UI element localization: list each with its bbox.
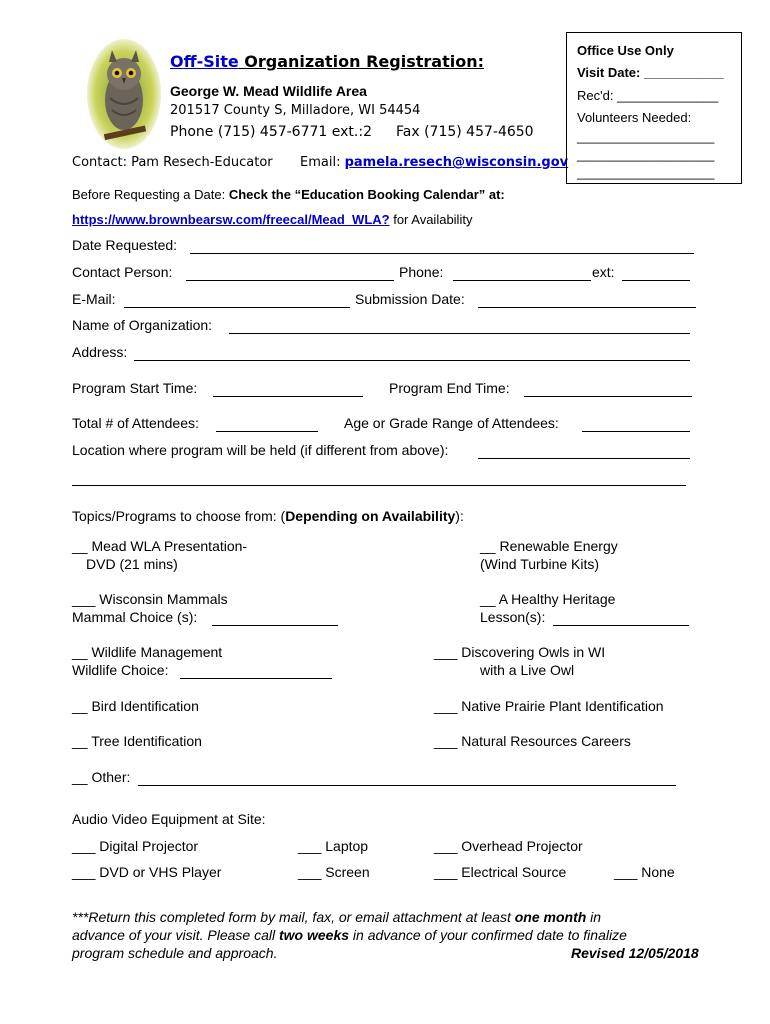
office-use-box: [566, 32, 742, 184]
submission-date-field[interactable]: [478, 307, 696, 308]
footer-line-3: program schedule and approach.: [72, 945, 278, 961]
av-heading: Audio Video Equipment at Site:: [72, 811, 266, 827]
start-time-field[interactable]: [213, 396, 363, 397]
office-recd: Rec'd: ______________: [577, 88, 719, 103]
office-blank-1: ___________________: [577, 129, 715, 144]
org-phone: Phone (715) 457-6771 ext.:2: [170, 124, 372, 140]
av-overhead-projector[interactable]: ___ Overhead Projector: [434, 838, 583, 854]
email-input-field[interactable]: [124, 307, 350, 308]
page-title: [170, 52, 484, 71]
location-label: Location where program will be held (if different from above):: [72, 442, 449, 458]
location-field[interactable]: [478, 458, 690, 459]
footer-text-3: advance of your visit. Please call: [72, 927, 279, 943]
topic-wildlife-line2: Wildlife Choice:: [72, 662, 169, 678]
av-dvd-vhs[interactable]: ___ DVD or VHS Player: [72, 864, 222, 880]
contact-email-link[interactable]: pamela.resech@wisconsin.gov: [344, 155, 569, 170]
address-label: Address:: [72, 344, 128, 360]
submission-date-label: Submission Date:: [355, 291, 465, 307]
booking-url-line: [72, 212, 472, 227]
av-laptop[interactable]: ___ Laptop: [298, 838, 369, 854]
topic-bird[interactable]: __ Bird Identification: [72, 698, 199, 714]
age-range-label: Age or Grade Range of Attendees:: [344, 415, 559, 431]
attendees-field[interactable]: [216, 431, 318, 432]
footer-line-2: [72, 927, 627, 943]
end-time-field[interactable]: [524, 396, 692, 397]
age-range-field[interactable]: [582, 431, 690, 432]
end-time-label: Program End Time:: [389, 380, 510, 396]
topic-tree[interactable]: __ Tree Identification: [72, 733, 202, 749]
topic-other-field[interactable]: [138, 785, 676, 786]
org-fax: Fax (715) 457-4650: [396, 124, 534, 140]
title-rest: Organization Registration:: [238, 52, 484, 71]
office-volunteers: Volunteers Needed:: [577, 110, 692, 125]
topics-heading: [72, 508, 464, 524]
av-digital-projector[interactable]: ___ Digital Projector: [72, 838, 199, 854]
location-field-line2[interactable]: [72, 485, 686, 486]
contact-person-label: Contact Person:: [72, 264, 173, 280]
wildlife-choice-field[interactable]: [180, 678, 332, 679]
booking-prefix: Before Requesting a Date:: [72, 187, 229, 202]
topic-heritage-line1[interactable]: __ A Healthy Heritage: [480, 591, 616, 607]
footer-text-4: in advance of your confirmed date to finalize: [349, 927, 627, 943]
ext-field[interactable]: [622, 280, 690, 281]
booking-calendar-link[interactable]: https://www.brownbearsw.com/freecal/Mead_WLA?: [72, 212, 390, 227]
revised-date: Revised 12/05/2018: [571, 945, 699, 961]
booking-bold: Check the “Education Booking Calendar” at:: [228, 187, 505, 202]
topics-heading-suffix: ):: [455, 508, 464, 524]
contact-name: Contact: Pam Resech-Educator: [72, 155, 273, 170]
topic-heritage-line2: Lesson(s):: [480, 609, 546, 625]
booking-suffix: for Availability: [389, 212, 473, 227]
start-time-label: Program Start Time:: [72, 380, 198, 396]
org-name-label: Name of Organization:: [72, 317, 213, 333]
office-blank-3: ___________________: [577, 165, 715, 180]
owl-logo-image: [86, 38, 162, 150]
contact-person-field[interactable]: [186, 280, 394, 281]
org-address: 201517 County S, Milladore, WI 54454: [170, 103, 421, 118]
av-screen[interactable]: ___ Screen: [298, 864, 370, 880]
org-name-field[interactable]: [229, 333, 690, 334]
topic-mead-line2: DVD (21 mins): [86, 556, 178, 572]
address-field[interactable]: [134, 360, 690, 361]
ext-label: ext:: [592, 264, 615, 280]
booking-note: [72, 187, 505, 202]
date-requested-label: Date Requested:: [72, 237, 178, 253]
av-electrical-source[interactable]: ___ Electrical Source: [434, 864, 567, 880]
topic-renewable-line2: (Wind Turbine Kits): [480, 556, 600, 572]
topic-owls-line1[interactable]: ___ Discovering Owls in WI: [434, 644, 606, 660]
topic-mead-line1[interactable]: __ Mead WLA Presentation-: [72, 538, 248, 554]
office-blank-2: ___________________: [577, 147, 715, 162]
topic-mammals-line1[interactable]: ___ Wisconsin Mammals: [72, 591, 228, 607]
footer-text-1: ***Return this completed form by mail, fax, or email attachment at least: [72, 909, 515, 925]
phone-field[interactable]: [453, 280, 591, 281]
office-title: Office Use Only: [577, 43, 674, 58]
footer-line-1: [72, 909, 601, 925]
footer-bold-2: two weeks: [279, 927, 350, 943]
topics-heading-bold: Depending on Availability: [285, 508, 456, 524]
org-name-heading: George W. Mead Wildlife Area: [170, 83, 367, 99]
topic-mammals-line2: Mammal Choice (s):: [72, 609, 198, 625]
topic-owls-line2: with a Live Owl: [480, 662, 575, 678]
email-label: Email:: [300, 155, 341, 170]
title-offsite: Off-Site: [170, 52, 239, 71]
heritage-lesson-field[interactable]: [553, 625, 689, 626]
attendees-label: Total # of Attendees:: [72, 415, 199, 431]
topics-heading-prefix: Topics/Programs to choose from: (: [72, 508, 286, 524]
topic-other-label: __ Other:: [72, 769, 131, 785]
footer-bold-1: one month: [514, 909, 587, 925]
footer-text-2: in: [586, 909, 602, 925]
topic-careers[interactable]: ___ Natural Resources Careers: [434, 733, 631, 749]
mammal-choice-field[interactable]: [212, 625, 338, 626]
av-none[interactable]: ___ None: [614, 864, 675, 880]
phone-label: Phone:: [399, 264, 444, 280]
topic-prairie[interactable]: ___ Native Prairie Plant Identification: [434, 698, 664, 714]
email-field-label: E-Mail:: [72, 291, 116, 307]
topic-renewable-line1[interactable]: __ Renewable Energy: [480, 538, 618, 554]
topic-wildlife-line1[interactable]: __ Wildlife Management: [72, 644, 223, 660]
office-visit-date: Visit Date: ___________: [577, 65, 724, 80]
date-requested-field[interactable]: [190, 253, 694, 254]
